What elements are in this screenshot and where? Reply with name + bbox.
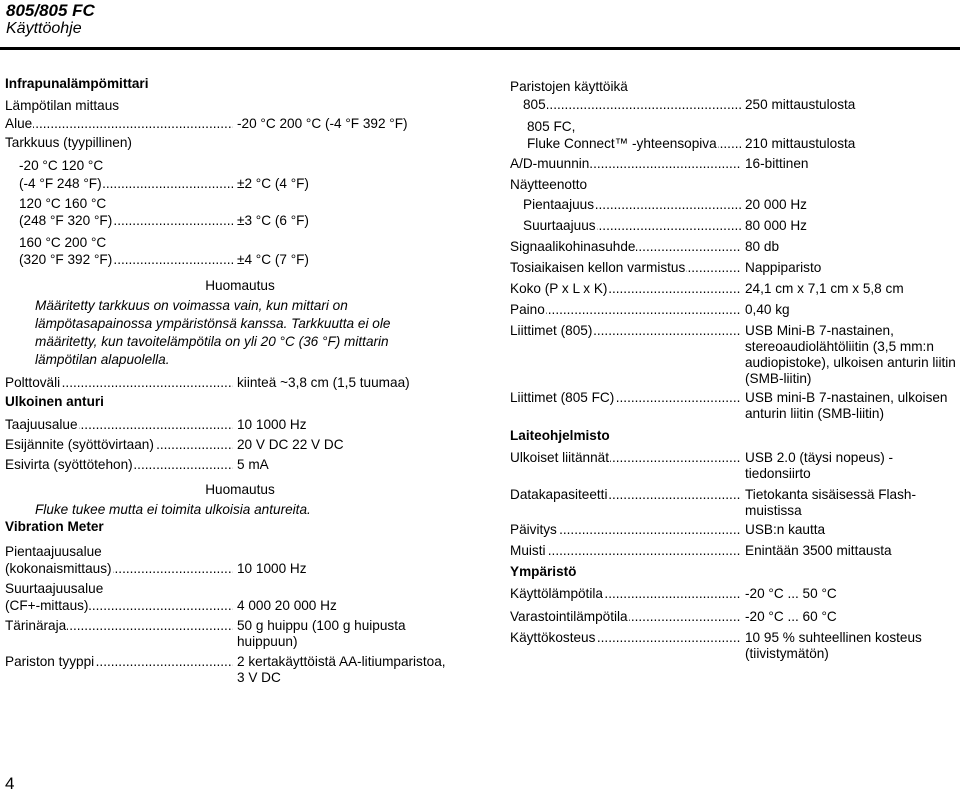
spec-label: (CF+-mittaus) — [5, 598, 89, 613]
spec-label: 805 — [523, 97, 546, 112]
note-text-line: Määritetty tarkkuus on voimassa vain, kun mittari on — [35, 298, 348, 313]
spec-row-freq — [5, 417, 307, 433]
spec-label: Käyttölämpötila — [510, 586, 603, 601]
spec-value — [741, 390, 948, 422]
section-title-ir: Infrapunalämpömittari — [5, 76, 149, 91]
spec-value-line: muistissa — [745, 503, 802, 518]
section-title-firmware: Laiteohjelmisto — [510, 428, 610, 443]
note-text-line: määritetty, kun tavoitelämpötila on yli 20 °C (36 °F) mittarin — [35, 334, 389, 349]
spec-label: Tosiaikaisen kellon varmistus — [510, 260, 686, 275]
accuracy-title: Tarkkuus (tyypillinen) — [5, 135, 132, 150]
high-freq-title: Suurtaajuusalue — [5, 581, 104, 596]
spec-label: Koko (P x L x K) — [510, 281, 608, 296]
note-title: Huomautus — [205, 278, 275, 293]
spec-label: (248 °F 320 °F) — [19, 213, 113, 228]
spec-value-line: Tietokanta sisäisessä Flash- — [745, 487, 916, 502]
805fc-title: 805 FC, — [527, 119, 576, 134]
spec-value: -20 °C ... 50 °C — [745, 586, 837, 601]
spec-value-line: audiopistoke), ulkoisen anturin liitin — [745, 355, 956, 370]
spec-value: 80 db — [745, 239, 780, 254]
spec-value: Enintään 3500 mittausta — [745, 543, 892, 558]
spec-value-line: USB mini-B 7-nastainen, ulkoisen — [745, 390, 948, 405]
spec-value — [741, 450, 893, 482]
spec-row-ad — [510, 156, 808, 172]
spec-row-snr — [510, 239, 779, 255]
spec-value-line: (tiivistymätön) — [745, 646, 829, 661]
acc3-range: 160 °C 200 °C — [19, 235, 107, 250]
note-title: Huomautus — [205, 482, 275, 497]
spec-row-connectors-805fc — [510, 390, 948, 422]
acc2-range: 120 °C 160 °C — [19, 196, 107, 211]
spec-value: USB:n kautta — [745, 522, 826, 537]
note-text-line: Fluke tukee mutta ei toimita ulkoisia antureita. — [35, 502, 311, 517]
spec-label: Suurtaajuus — [523, 218, 596, 233]
note-text-line: lämpötilan alapuolella. — [35, 352, 170, 367]
temp-range-title: Lämpötilan mittaus — [5, 98, 120, 113]
spec-value — [741, 323, 956, 387]
spec-row-humidity — [510, 630, 922, 662]
spec-value: -20 °C 200 °C (-4 °F 392 °F) — [237, 116, 408, 131]
spec-value-line: 50 g huippu (100 g huipusta — [237, 618, 406, 633]
spec-label: (-4 °F 248 °F) — [19, 176, 102, 191]
spec-row-supply-voltage — [5, 437, 344, 453]
spec-row-supply-current — [5, 457, 269, 473]
spec-value: 24,1 cm x 7,1 cm x 5,8 cm — [745, 281, 904, 296]
spec-row-sampling-low — [523, 197, 807, 213]
spec-value: Nappiparisto — [745, 260, 822, 275]
spec-row-805fc — [527, 136, 855, 152]
spec-label: Datakapasiteetti — [510, 487, 608, 502]
spec-row-data-capacity — [510, 487, 916, 519]
spec-row-high-freq — [5, 598, 337, 614]
spec-label: Esijännite (syöttövirtaan) — [5, 437, 154, 452]
spec-value: 20 000 Hz — [745, 197, 807, 212]
acc1-range: -20 °C 120 °C — [19, 158, 104, 173]
spec-row-acc2 — [19, 213, 309, 229]
spec-value-line: USB Mini-B 7-nastainen, — [745, 323, 894, 338]
spec-row-sampling-high — [523, 218, 807, 234]
spec-row-connectors-805 — [510, 323, 956, 387]
spec-value: 10 1000 Hz — [237, 417, 307, 432]
spec-row-storage-temp — [510, 609, 837, 625]
page-header — [0, 0, 960, 50]
spec-label: Paino — [510, 302, 545, 317]
manual-model: 805/805 FC — [6, 1, 95, 20]
spec-value-line: 10 95 % suhteellinen kosteus — [745, 630, 922, 645]
spec-label: Signaalikohinasuhde — [510, 239, 636, 254]
spec-value: ±3 °C (6 °F) — [237, 213, 309, 228]
spec-label: A/D-muunnin — [510, 156, 590, 171]
spec-row-size — [510, 281, 904, 297]
spec-value-line: USB 2.0 (täysi nopeus) - — [745, 450, 894, 465]
spec-label: Pientaajuus — [523, 197, 595, 212]
spec-value-line: (SMB-liitin) — [745, 371, 812, 386]
spec-row-805 — [523, 97, 855, 113]
spec-value-line: 3 V DC — [237, 670, 281, 685]
spec-value-line: anturin liitin (SMB-liitin) — [745, 406, 884, 421]
spec-label: Polttoväli — [5, 375, 61, 390]
spec-value: 20 V DC 22 V DC — [237, 437, 344, 452]
spec-value: 5 mA — [237, 457, 269, 472]
spec-label: Tärinäraja — [5, 618, 67, 633]
spec-value: 10 1000 Hz — [237, 561, 307, 576]
spec-row-weight — [510, 302, 790, 318]
spec-row-focus — [5, 375, 410, 391]
manual-subtitle: Käyttöohje — [6, 20, 82, 37]
section-title-ext-sensor: Ulkoinen anturi — [5, 394, 104, 409]
spec-row-ext-interfaces — [510, 450, 893, 482]
spec-value — [233, 618, 406, 650]
spec-value — [233, 654, 446, 686]
spec-value-line: 2 kertakäyttöistä AA-litiumparistoa, — [237, 654, 446, 669]
spec-row-alue — [5, 116, 408, 132]
spec-value: ±2 °C (4 °F) — [237, 176, 309, 191]
spec-row-acc3 — [19, 252, 309, 268]
spec-label: Fluke Connect™ -yhteensopiva — [527, 136, 717, 151]
section-title-environment: Ympäristö — [510, 564, 577, 579]
spec-label: Pariston tyyppi — [5, 654, 95, 669]
spec-row-upgrade — [510, 522, 825, 538]
spec-value: 210 mittaustulosta — [745, 136, 856, 151]
spec-row-operating-temp — [510, 586, 837, 602]
spec-value: 0,40 kg — [745, 302, 790, 317]
spec-label: Liittimet (805 FC) — [510, 390, 615, 405]
spec-row-low-freq — [5, 561, 307, 577]
spec-value: 80 000 Hz — [745, 218, 807, 233]
spec-label: Esivirta (syöttötehon) — [5, 457, 133, 472]
spec-label: (320 °F 392 °F) — [19, 252, 113, 267]
spec-label: Käyttökosteus — [510, 630, 596, 645]
spec-value: 250 mittaustulosta — [745, 97, 856, 112]
spec-row-acc1 — [19, 176, 309, 192]
spec-value-line: stereoaudiolähtöliitin (3,5 mm:n — [745, 339, 934, 354]
spec-label: Päivitys — [510, 522, 557, 537]
spec-value-line: tiedonsiirto — [745, 466, 811, 481]
page-number: 4 — [5, 774, 15, 793]
spec-value: -20 °C ... 60 °C — [745, 609, 837, 624]
low-freq-title: Pientaajuusalue — [5, 544, 102, 559]
spec-value — [741, 487, 916, 519]
spec-value: kiinteä ~3,8 cm (1,5 tuumaa) — [237, 375, 410, 390]
spec-label: (kokonaismittaus) — [5, 561, 112, 576]
spec-label: Alue — [5, 116, 33, 131]
spec-row-rtc — [510, 260, 821, 276]
spec-label: Liittimet (805) — [510, 323, 593, 338]
spec-value: 4 000 20 000 Hz — [237, 598, 337, 613]
spec-row-battery-type — [5, 654, 446, 686]
spec-label: Muisti — [510, 543, 546, 558]
spec-row-memory — [510, 543, 892, 559]
note-text-line: lämpötasapainossa ympäristönsä kanssa. Tarkkuutta ei ole — [35, 316, 391, 331]
sampling-title: Näytteenotto — [510, 177, 588, 192]
spec-row-severity — [5, 618, 406, 650]
spec-value — [741, 630, 922, 662]
spec-label: Varastointilämpötila — [510, 609, 628, 624]
spec-value-line: huippuun) — [237, 634, 298, 649]
spec-value: ±4 °C (7 °F) — [237, 252, 309, 267]
section-title-vibration: Vibration Meter — [5, 519, 104, 534]
spec-label: Ulkoiset liitännät — [510, 450, 609, 465]
spec-label: Taajuusalue — [5, 417, 78, 432]
battery-life-title: Paristojen käyttöikä — [510, 79, 628, 94]
spec-value: 16-bittinen — [745, 156, 809, 171]
